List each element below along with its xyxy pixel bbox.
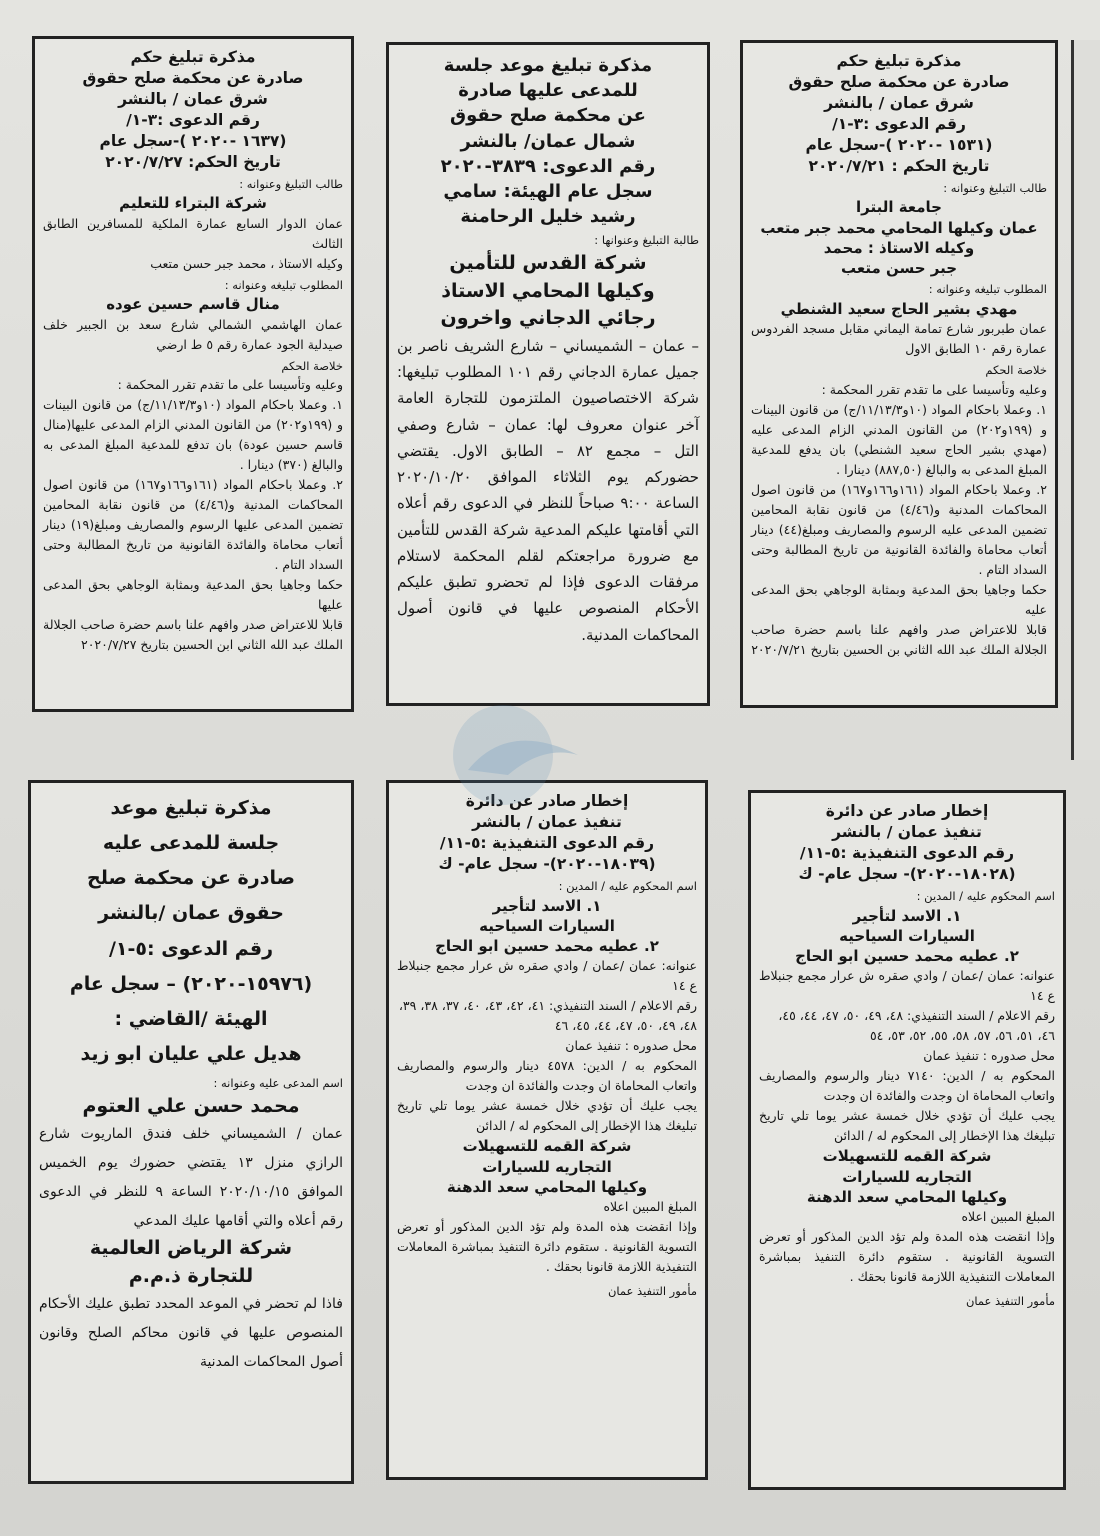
requester-agent-2: وكيله الاستاذ : محمد [823,238,975,257]
warning-text: وإذا انقضت هذه المدة ولم تؤد الدين المذكور أو تعرض التسوية القانونية . ستقوم دائرة التنفيذ بمباشرة المعاملات التنفيذية اللازمة قانونا بحقك . [759,1229,1055,1284]
target-address: عمان طبربور شارع تمامة اليماني مقابل مسجد الفردوس عمارة رقم ١٠ الطابق الاول [751,321,1047,357]
closing-text: فاذا لم تحضر في الموعد المحدد تطبق عليك الأحكام المنصوص عليها في قانون محاكم الصلح وقانون أصول المحاكمات المدنية [39,1296,343,1370]
requester-agent-name: رجائي الدجاني واخرون [440,307,656,330]
debtor-address: عنوانه: عمان /عمان / وادي صقره ش عرار مجمع جنبلاط ع ١٤ [759,968,1055,1004]
case-number: رقم الدعوى :٣-١/ [126,110,260,129]
ruling-intro: وعليه وتأسيسا على ما تقدم تقرر المحكمة : [821,382,1047,398]
judgment-amount: المحكوم به / الدين: ٤٥٧٨ دينار والرسوم والمصاريف واتعاب المحاماة ان وجدت والفائدة ان وجدت [397,1058,697,1094]
closing-text: قابلا للاعتراض صدر وافهم علنا باسم حضرة صاحب الجلالة الملك عبد الله الثاني ابن الحسين بتاريخ ٢٠٢٠/٧/٢٧ [43,617,343,653]
notice-title: مذكرة تبليغ حكم [836,52,962,70]
plaintiff-name: شركة الرياض العالمية [89,1237,293,1260]
judge-name: رشيد خليل الرحامنة [460,206,636,228]
case-register: (١٨٠٣٩-٢٠٢٠)- سجل عام- ك [438,854,656,873]
verdict-type: حكما وجاهيا بحق المدعية وبمثابة الوجاهي بحق المدعى عليها [43,577,343,613]
judgment-amount: المحكوم به / الدين: ٧١٤٠ دينار والرسوم والمصاريف واتعاب المحاماة ان وجدت والفائدة ان وجدت [759,1068,1055,1104]
target-label: المطلوب تبليغه وعنوانه : [224,277,343,292]
debtor-1-cont: السيارات السياحيه [479,916,615,935]
ruling-item-1: ١. وعملا باحكام المواد (١٠و١١/١٣/٣/ج) من قانون البينات و (١٩٩و٢٠٢) من القانون المدني الزام المدعى عليه (مهدي بشير الحاج سعيد الشنطي) بان يدفع للمدعية المبلغ المدعى به والبالغ (٨٨٧,٥٠) دينارا . [751,402,1047,478]
requester-agent-name: جبر حسن متعب [840,259,958,278]
plaintiff-type: للتجارة ذ.م.م [128,1264,254,1287]
closing-text: قابلا للاعتراض صدر وافهم علنا باسم حضرة صاحب الجلالة الملك عبد الله الثاني بن الحسين بتاريخ ٢٠٢٠/٧/٢١ [751,622,1047,658]
case-register: (١٨٠٢٨-٢٠٢٠)- سجل عام- ك [798,864,1016,883]
notice-judgment-petra-university [740,40,1058,708]
notice-numbers: رقم الاعلام / السند التنفيذي: ٤٨، ٤٩، ٥٠، ٤٧، ٤٤، ٤٥، ٤٦، ٥١، ٥٦، ٥٧، ٥٨، ٥٥، ٥٢، ٥٣، ٥٤ [778,1008,1055,1044]
requester-label: طالب التبليغ وعنوانه : [943,180,1047,195]
requester-name: شركة القدس للتأمين [449,252,647,275]
execution-dept: تنفيذ عمان / بالنشر [472,812,622,831]
case-panel: سجل عام الهيئة: سامي [443,180,653,202]
adjacent-column-edge [1071,40,1100,760]
notice-execution-18028 [748,790,1066,1490]
creditor-name-cont: التجاريه للسيارات [482,1157,612,1176]
court-name: صادرة عن محكمة صلح حقوق [788,72,1010,91]
notice-execution-18039 [386,780,708,1480]
debtor-1: ١. الاسد لتأجير [852,906,962,925]
target-label: اسم المدعى عليه وعنوانه : [213,1076,343,1091]
notice-title: مذكرة تبليغ موعد جلسة [443,55,653,76]
court-location: شرق عمان / بالنشر [824,93,974,112]
payment-demand: يجب عليك أن تؤدي خلال خمسة عشر يوما تلي تاريخ تبليغك هذا الإخطار إلى المحكوم له / الدائن [759,1108,1055,1144]
notice-title: مذكرة تبليغ موعد [110,797,272,819]
ruling-item-2: ٢. وعملا باحكام المواد (١٦١و١٦٦و١٦٧) من قانون اصول المحاكمات المدنية و(٤/٤٦) من قانون نقابة المحامين تضمين المدعى عليه الرسوم والمصاريف ومبلغ(٤٤) دينار أتعاب محاماة والفائدة القانونية من تاريخ المطالبة وحتى السداد التام . [751,482,1047,578]
requester-label: طالب التبليغ وعنوانه : [239,176,343,191]
verdict-type: حكما وجاهيا بحق المدعية وبمثابة الوجاهي بحق المدعى عليه [751,582,1047,618]
creditor-name: شركة القمه للتسهيلات [462,1137,632,1156]
case-register: (١٥٩٧٦-٢٠٢٠) – سجل عام [69,972,313,995]
issue-place: محل صدوره : تنفيذ عمان [923,1048,1055,1064]
requester-name: شركة البتراء للتعليم [119,194,267,213]
ruling-intro: وعليه وتأسيسا على ما تقدم تقرر المحكمة : [117,377,343,393]
watermark-logo [448,700,598,810]
amount-label: المبلغ المبين اعلاه [961,1209,1055,1224]
target-address: عمان الهاشمي الشمالي شارع سعد بن الجبير خلف صيدلية الجود عمارة رقم ٥ ط ارضي [43,316,343,352]
creditor-agent: وكيلها المحامي سعد الدهنة [446,1177,648,1196]
debtor-2: ٢. عطيه محمد حسين ابو الحاج [435,937,659,955]
hearing-details: – عمان – الشميساني – شارع الشريف ناصر بن جميل عمارة الدجاني رقم ١٠١ المطلوب تبليغها: شركة الاختصاصيون الملتزمون للتجارة العامة آخر عنوان معروف لها: عمان – شارع وصفي التل – مجمع ٨٢ – الطابق الاول. يقتضي حضوركم يوم الثلاثاء الموافق ٢٠٢٠/١٠/٢٠ الساعة ٩:٠٠ صباحاً للنظر في الدعوى رقم أعلاه التي أقامتها عليكم المدعية شركة القدس للتأمين مع ضرورة مراجعتكم لقلم المحكمة لاستلام مرفقات الدعوى فإذا لم تحضرو تطبق عليكم الأحكام المنصوص عليها في قانون أصول المحاكمات المدنية. [397,336,699,644]
summary-label: خلاصة الحكم [985,363,1047,378]
case-number: رقم الدعوى :٥-١/ [108,937,274,960]
creditor-name-cont: التجاريه للسيارات [842,1167,972,1186]
issue-place: محل صدوره : تنفيذ عمان [565,1038,697,1054]
notice-hearing-riyadh-global [28,780,354,1484]
debtor-2: ٢. عطيه محمد حسين ابو الحاج [795,947,1019,965]
debtor-address: عنوانه: عمان /عمان / وادي صقره ش عرار مجمع جنبلاط ع ١٤ [397,958,697,994]
debtor-label: اسم المحكوم عليه / المدين : [558,878,697,893]
target-label: المطلوب تبليغه وعنوانه : [928,282,1047,297]
creditor-agent: وكيلها المحامي سعد الدهنة [806,1187,1008,1206]
creditor-name: شركة القمه للتسهيلات [822,1147,992,1166]
requester-label: طالبة التبليغ وعنوانها : [594,233,699,248]
notice-subtitle: للمدعى عليها صادرة [458,80,638,102]
court-name: عن محكمة صلح حقوق [450,105,646,127]
case-register: (١٦٣٧ -٢٠٢٠ )-سجل عام [99,131,287,150]
court-name: صادرة عن محكمة صلح [87,867,295,890]
target-name: محمد حسن علي العتوم [82,1094,300,1117]
requester-agent: وكيلها المحامي الاستاذ [441,279,655,302]
target-name: مهدي بشير الحاج سعيد الشنطي [780,300,1018,319]
summary-label: خلاصة الحكم [281,358,343,373]
target-name: منال قاسم حسين عوده [106,295,280,314]
judge-name: هديل علي عليان ابو زيد [80,1042,302,1065]
case-number: رقم الدعوى: ٣٨٣٩-٢٠٢٠ [440,155,656,177]
notice-title: إخطار صادر عن دائرة [465,792,629,810]
amount-label: المبلغ المبين اعلاه [603,1199,697,1214]
hearing-details: عمان / الشميساني خلف فندق الماريوت شارع الرازي منزل ١٣ يقتضي حضورك يوم الخميس الموافق ٢٠٢٠/١٠/١٥ الساعة ٩ للنظر في الدعوى رقم أعلاه والتي أقامها عليك المدعي [39,1126,344,1229]
court-name: صادرة عن محكمة صلح حقوق [82,68,304,87]
debtor-label: اسم المحكوم عليه / المدين : [916,888,1055,903]
requester-name: جامعة البترا [855,198,942,217]
debtor-1-cont: السيارات السياحيه [839,926,975,945]
judgment-date: تاريخ الحكم : ٢٠٢٠/٧/٢١ [808,156,990,175]
signature: مأمور التنفيذ عمان [607,1284,697,1298]
payment-demand: يجب عليك أن تؤدي خلال خمسة عشر يوما تلي تاريخ تبليغك هذا الإخطار إلى المحكوم له / الدائن [397,1098,697,1134]
warning-text: وإذا انقضت هذه المدة ولم تؤد الدين المذكور أو تعرض التسوية القانونية . ستقوم دائرة التنفيذ بمباشرة المعاملات التنفيذية اللازمة قانونا بحقك . [397,1219,697,1274]
execution-dept: تنفيذ عمان / بالنشر [832,822,982,841]
case-register: (١٥٣١ -٢٠٢٠ )-سجل عام [805,135,993,154]
notice-judgment-petra-education [32,36,354,712]
notice-title: إخطار صادر عن دائرة [825,802,989,820]
requester-agent: وكيله الاستاذ ، محمد جبر حسن متعب [150,255,343,271]
notice-hearing-jerusalem-insurance [386,42,710,706]
requester-agent: عمان وكيلها المحامي محمد جبر متعب [760,218,1038,237]
case-number: رقم الدعوى التنفيذية :٥-١١/ [439,833,655,852]
court-location: حقوق عمان /بالنشر [98,902,284,925]
requester-address: عمان الدوار السابع عمارة الملكية للمسافرين الطابق الثالث [43,215,343,251]
court-location: شرق عمان / بالنشر [118,89,268,108]
signature: مأمور التنفيذ عمان [965,1294,1055,1308]
judge-label: الهيئة /القاضي : [114,1007,268,1030]
case-number: رقم الدعوى التنفيذية :٥-١١/ [799,843,1015,862]
notice-subtitle: جلسة للمدعى عليه [102,832,280,855]
ruling-item-2: ٢. وعملا باحكام المواد (١٦١و١٦٦و١٦٧) من قانون اصول المحاكمات المدنية و(٤/٤٦) من قانون نقابة المحامين تضمين المدعى عليها الرسوم والمصاريف ومبلغ(١٩) دينار أتعاب محاماة والفائدة القانونية من تاريخ المطالبة وحتى السداد التام . [43,477,343,573]
notice-numbers: رقم الاعلام / السند التنفيذي: ٤١، ٤٢، ٤٣، ٤٠، ٣٧، ٣٨، ٣٩، ٤٨، ٤٩، ٥٠، ٤٧، ٤٤، ٤٥، ٤٦ [398,998,697,1034]
judgment-date: تاريخ الحكم: ٢٠٢٠/٧/٢٧ [105,152,281,171]
debtor-1: ١. الاسد لتأجير [492,896,602,915]
case-number: رقم الدعوى :٣-١/ [832,114,966,133]
court-location: شمال عمان/ بالنشر [460,130,636,152]
ruling-item-1: ١. وعملا باحكام المواد (١٠و١١/١٣/٣/ج) من قانون البينات و (١٩٩و٢٠٢) من القانون المدني الزام المدعى عليها(منال قاسم حسين عودة) بان تدفع للمدعية المبلغ المدعى به والبالغ (٣٧٠) دينارا . [43,397,343,473]
notice-title: مذكرة تبليغ حكم [130,48,256,66]
